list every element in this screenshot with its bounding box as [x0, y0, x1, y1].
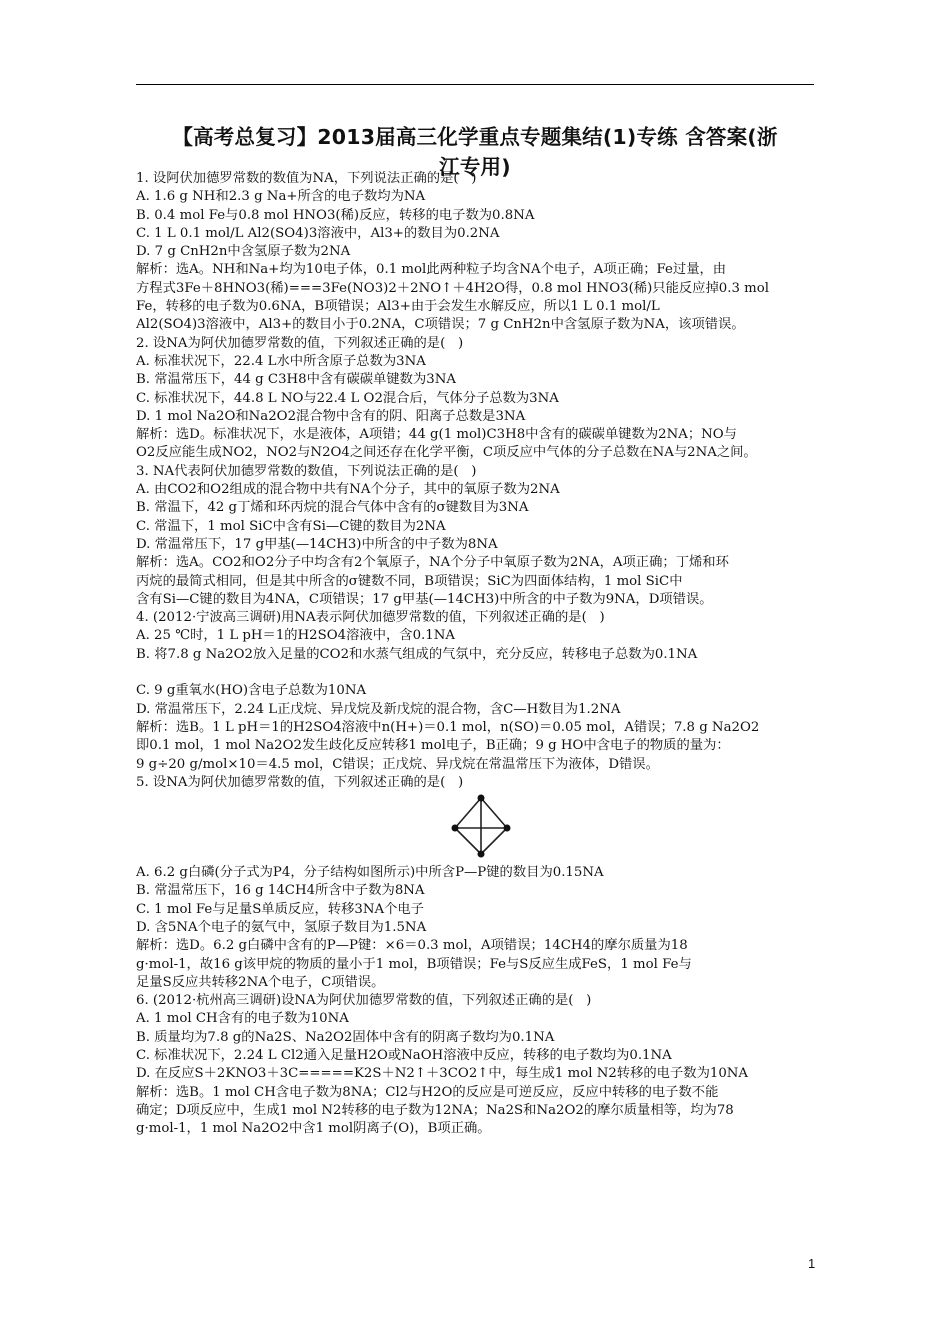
- text-line: 含有Si—C键的数目为4NA，C项错误；17 g甲基(—14CH3)中所含的中子数为9NA，D项错误。: [136, 591, 713, 607]
- text-line: C. 9 g重氧水(HO)含电子总数为10NA: [136, 683, 367, 699]
- text-line: B. 质量均为7.8 g的Na2S、Na2O2固体中含有的阴离子数均为0.1NA: [136, 1029, 555, 1045]
- text-line: A. 1.6 g NH和2.3 g Na+所含的电子数均为NA: [136, 189, 426, 205]
- title-line-2: 江专用): [439, 155, 511, 179]
- text-line: O2反应能生成NO2，NO2与N2O4之间还存在化学平衡，C项反应中气体的分子总数在NA与2NA之间。: [136, 445, 757, 461]
- text-line: 解析：选A。CO2和O2分子中均含有2个氧原子，NA个分子中氧原子数为2NA，A项正确；丁烯和环: [136, 555, 729, 571]
- text-line: D. 在反应S＋2KNO3＋3C=====K2S＋N2↑＋3CO2↑中，每生成1 mol N2转移的电子数为10NA: [136, 1066, 749, 1082]
- text-line: g·mol-1，1 mol Na2O2中含1 mol阴离子(O)，B项正确。: [136, 1121, 491, 1137]
- questions-4-5: [136, 682, 826, 792]
- text-line: B. 常温常压下，44 g C3H8中含有碳碳单键数为3NA: [136, 372, 456, 388]
- text-line: 1. 设阿伏加德罗常数的数值为NA，下列说法正确的是( ): [136, 171, 477, 186]
- white-phosphorus-figure: [136, 792, 826, 864]
- text-line: 4. (2012·宁波高三调研)用NA表示阿伏加德罗常数的值，下列叙述正确的是( ): [136, 610, 605, 626]
- text-line: 9 g÷20 g/mol×10＝4.5 mol，C错误；正戊烷、异戊烷在常温常压下为液体，D错误。: [136, 756, 659, 772]
- text-line: g·mol-1，故16 g该甲烷的物质的量小于1 mol，B项错误；Fe与S反应生成FeS，1 mol Fe与: [136, 956, 692, 972]
- text-line: 丙烷的最简式相同，但是其中所含的σ键数不同，B项错误；SiC为四面体结构，1 mol SiC中: [136, 573, 683, 589]
- blank-line: [136, 664, 826, 682]
- text-line: 6. (2012·杭州高三调研)设NA为阿伏加德罗常数的值，下列叙述正确的是( ): [136, 993, 592, 1009]
- text-line: 方程式3Fe＋8HNO3(稀)===3Fe(NO3)2＋2NO↑＋4H2O得，0.8 mol HNO3(稀)只能反应掉0.3 mol: [136, 280, 770, 296]
- questions-5-6: [136, 864, 826, 1138]
- text-line: 确定；D项反应中，生成1 mol N2转移的电子数为12NA；Na2S和Na2O2的摩尔质量相等，均为78: [136, 1102, 734, 1118]
- text-line: 足量S反应共转移2NA个电子，C项错误。: [136, 974, 385, 990]
- text-line: A. 1 mol CH含有的电子数为10NA: [136, 1011, 349, 1027]
- text-line: B. 0.4 mol Fe与0.8 mol HNO3(稀)反应，转移的电子数为0.8NA: [136, 207, 535, 223]
- text-line: A. 25 ℃时，1 L pH＝1的H2SO4溶液中，含0.1NA: [136, 628, 455, 644]
- text-line: C. 1 L 0.1 mol/L Al2(SO4)3溶液中，Al3+的数目为0.2NA: [136, 225, 500, 241]
- text-line: A. 6.2 g白磷(分子式为P4，分子结构如图所示)中所含P—P键的数目为0.15NA: [136, 865, 604, 881]
- text-line: 2. 设NA为阿伏加德罗常数的值，下列叙述正确的是( ): [136, 335, 464, 351]
- text-line: 解析：选D。6.2 g白磷中含有的P—P键：×6＝0.3 mol，A项错误；14CH4的摩尔质量为18: [136, 938, 688, 954]
- p4-structure-diagram: [449, 794, 513, 858]
- text-line: D. 常温常压下，17 g甲基(—14CH3)中所含的中子数为8NA: [136, 536, 498, 552]
- text-line: 解析：选B。1 mol CH含电子数为8NA；Cl2与H2O的反应是可逆反应，反应中转移的电子数不能: [136, 1084, 719, 1100]
- page-number: 1: [808, 1256, 816, 1271]
- text-line: Al2(SO4)3溶液中，Al3+的数目小于0.2NA，C项错误；7 g CnH2n中含氢原子数为NA，该项错误。: [136, 317, 745, 333]
- text-line: D. 常温常压下，2.24 L正戊烷、异戊烷及新戊烷的混合物，含C—H数目为1.2NA: [136, 701, 621, 717]
- text-line: 5. 设NA为阿伏加德罗常数的值，下列叙述正确的是( ): [136, 774, 464, 790]
- text-line: A. 由CO2和O2组成的混合物中共有NA个分子，其中的氧原子数为2NA: [136, 482, 560, 498]
- text-line: C. 1 mol Fe与足量S单质反应，转移3NA个电子: [136, 901, 424, 917]
- text-line: 3. NA代表阿伏加德罗常数的数值，下列说法正确的是( ): [136, 463, 477, 479]
- text-line: A. 标准状况下，22.4 L水中所含原子总数为3NA: [136, 353, 426, 369]
- text-line: B. 常温下，42 g丁烯和环丙烷的混合气体中含有的σ键数目为3NA: [136, 500, 529, 516]
- text-line: 即0.1 mol，1 mol Na2O2发生歧化反应转移1 mol电子，B正确；9 g HO中含电子的物质的量为：: [136, 738, 730, 754]
- text-line: C. 常温下，1 mol SiC中含有Si—C键的数目为2NA: [136, 518, 446, 534]
- title-line-1: 【高考总复习】2013届高三化学重点专题集结(1)专练 含答案(浙: [172, 125, 778, 149]
- text-line: 解析：选D。标准状况下，水是液体，A项错；44 g(1 mol)C3H8中含有的碳碳单键数为2NA；NO与: [136, 427, 737, 443]
- header-rule: [136, 84, 814, 85]
- text-line: 解析：选B。1 L pH＝1的H2SO4溶液中n(H+)＝0.1 mol，n(SO)＝0.05 mol，A错误；7.8 g Na2O2: [136, 719, 760, 735]
- text-line: B. 将7.8 g Na2O2放入足量的CO2和水蒸气组成的气氛中，充分反应，转移电子总数为0.1NA: [136, 646, 698, 662]
- text-line: C. 标准状况下，2.24 L Cl2通入足量H2O或NaOH溶液中反应，转移的电子数均为0.1NA: [136, 1048, 672, 1064]
- text-line: Fe，转移的电子数为0.6NA，B项错误；Al3+由于会发生水解反应，所以1 L 0.1 mol/L: [136, 299, 660, 315]
- text-line: D. 7 g CnH2n中含氢原子数为2NA: [136, 244, 351, 260]
- text-line: D. 1 mol Na2O和Na2O2混合物中含有的阴、阳离子总数是3NA: [136, 408, 526, 424]
- questions-1-4: [136, 170, 826, 664]
- document-body: [136, 170, 826, 1139]
- text-line: D. 含5NA个电子的氨气中，氢原子数目为1.5NA: [136, 919, 427, 935]
- text-line: 解析：选A。NH和Na+均为10电子体，0.1 mol此两种粒子均含NA个电子，A项正确；Fe过量，由: [136, 262, 727, 278]
- text-line: B. 常温常压下，16 g 14CH4所含中子数为8NA: [136, 883, 425, 899]
- text-line: C. 标准状况下，44.8 L NO与22.4 L O2混合后，气体分子总数为3NA: [136, 390, 559, 406]
